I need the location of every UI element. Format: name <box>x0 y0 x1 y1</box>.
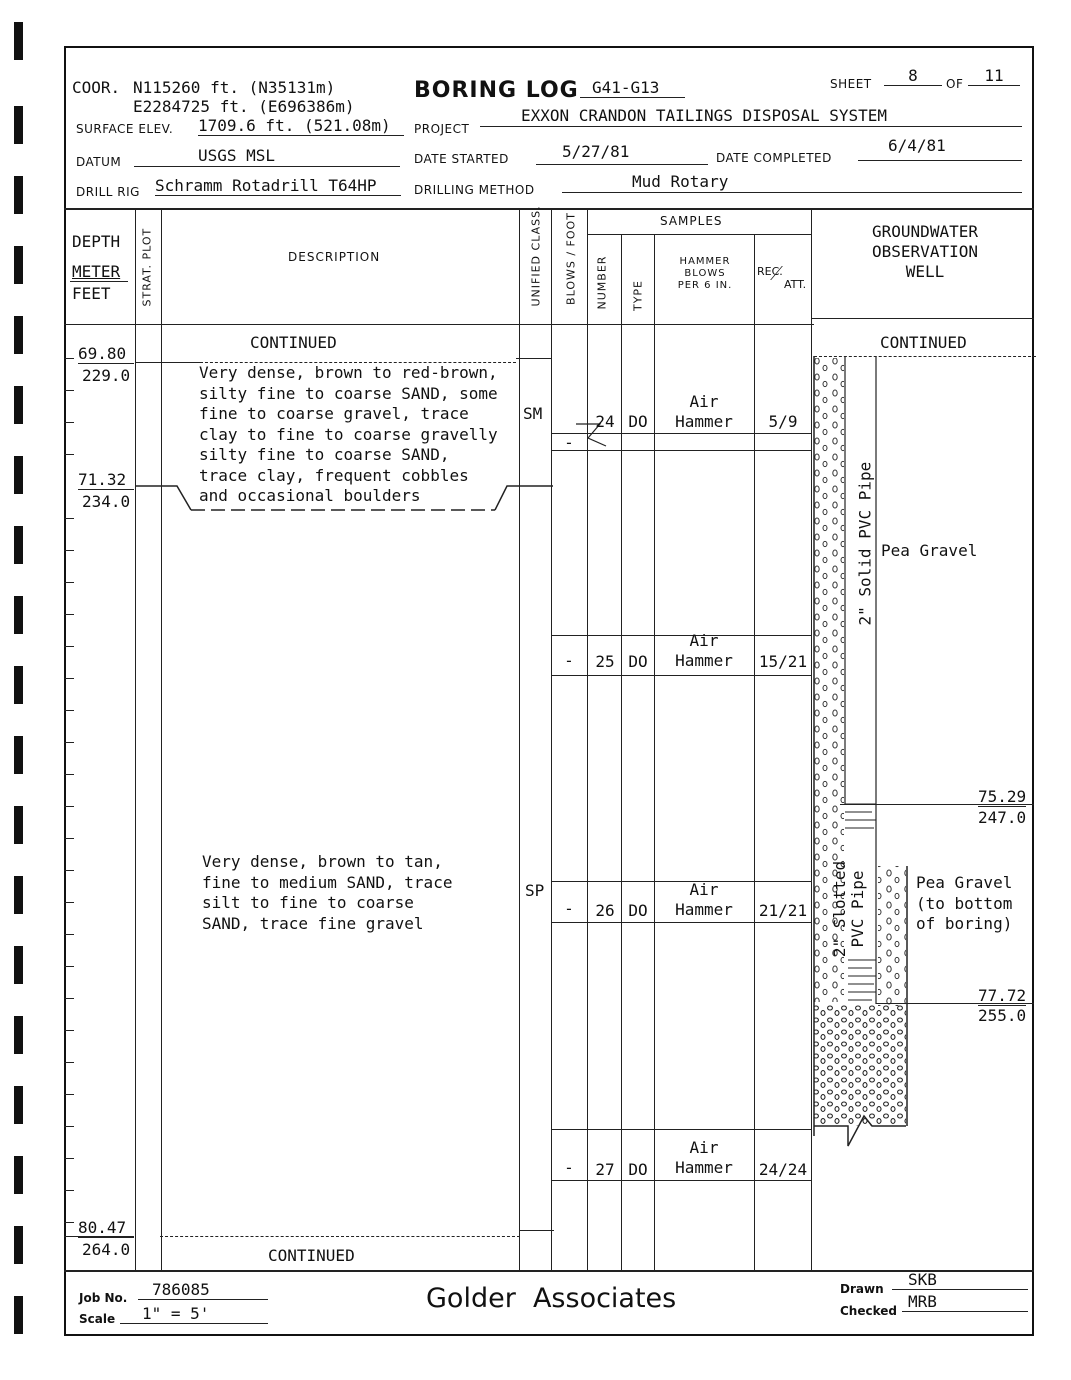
sample-hammer-line: Hammer <box>675 412 733 431</box>
drilling-method-line <box>562 172 1022 193</box>
depth-tick <box>64 1062 74 1063</box>
number-heading: NUMBER <box>595 255 609 310</box>
depth-tick <box>64 582 74 583</box>
layer-class: SP <box>525 881 545 900</box>
depth-meter: 71.32 <box>78 470 134 490</box>
screen-top-feet: 247.0 <box>978 808 1027 827</box>
coor-north: N115260 ft. (N35131m) <box>133 78 336 97</box>
sample-recovery: 5/9 <box>768 412 798 431</box>
header-divider <box>64 208 1034 210</box>
binding-mark <box>14 1226 23 1264</box>
well-headings-bottom-line <box>811 318 1034 319</box>
meter-feet-divider <box>70 281 128 282</box>
depth-tick <box>64 1222 74 1223</box>
of-label: OF <box>946 77 964 91</box>
screen-top-meter: 75.29 <box>978 787 1027 806</box>
sample-blows: - <box>564 651 574 670</box>
screen-bottom-feet: 255.0 <box>978 1006 1027 1025</box>
slotted-pipe-label-line: PVC Pipe <box>848 870 867 948</box>
binding-mark <box>14 526 23 564</box>
binding-mark <box>14 1016 23 1054</box>
groundwater-heading-line: WELL <box>905 262 945 281</box>
sample-row-bottom <box>551 450 811 451</box>
slotted-pvc-pipe-label <box>831 855 867 963</box>
layer-boundary-top-class <box>516 358 551 359</box>
headings-bottom-line <box>64 324 814 325</box>
feet-heading: FEET <box>72 284 111 303</box>
binding-mark <box>14 736 23 774</box>
depth-feet: 264.0 <box>82 1240 131 1259</box>
date-completed-value: 6/4/81 <box>888 136 946 155</box>
sample-blows: - <box>564 899 574 918</box>
binding-mark <box>14 456 23 494</box>
depth-heading: DEPTH <box>72 232 121 251</box>
project-label: PROJECT <box>414 122 470 136</box>
pea-gravel-bottom-label <box>916 873 1012 935</box>
coor-east: E2284725 ft. (E696386m) <box>133 97 355 116</box>
sheet-total: 11 <box>968 66 1020 86</box>
sample-type: DO <box>628 901 648 920</box>
depth-tick <box>64 1190 74 1191</box>
depth-feet: 229.0 <box>82 366 131 385</box>
binding-mark <box>14 1156 23 1194</box>
binding-mark <box>14 876 23 914</box>
project-value: EXXON CRANDON TAILINGS DISPOSAL SYSTEM <box>521 106 888 125</box>
job-number: 786085 <box>138 1280 268 1300</box>
layer-boundary-bottom <box>64 1236 134 1237</box>
screen-bottom-meter: 77.72 <box>978 986 1027 1005</box>
sample-type: DO <box>628 1160 648 1179</box>
hammer-heading-line: PER 6 IN. <box>677 280 733 291</box>
binding-mark <box>14 246 23 284</box>
hammer-heading-line: HAMMER <box>679 256 731 267</box>
sample-row-bottom <box>551 922 811 923</box>
sample-recovery: 24/24 <box>758 1160 808 1179</box>
boring-id: G41-G13 <box>580 78 685 98</box>
layer-description: Very dense, brown to red-brown, silty fine to coarse SAND, some fine to coarse gravel, trace clay to fine to coarse gravelly silty fine to coarse SAND, trace clay, frequent cobbles and occasional boulders <box>199 363 498 505</box>
checked-label: Checked <box>840 1304 897 1318</box>
layer-boundary-top <box>135 362 203 363</box>
sample-hammer-line: Hammer <box>675 1158 733 1177</box>
sample-hammer-line: Air <box>689 1138 719 1157</box>
depth-tick <box>64 998 74 999</box>
depth-tick <box>64 934 74 935</box>
sample-row-bottom <box>551 1180 811 1181</box>
sample-blows: - <box>564 1158 574 1177</box>
binding-mark <box>14 666 23 704</box>
footer-divider <box>64 1270 1034 1272</box>
sample-number: 24 <box>595 412 615 431</box>
sample-hammer <box>656 392 752 432</box>
sample-hammer-line: Air <box>689 392 719 411</box>
meter-heading: METER <box>72 262 121 281</box>
drilling-method-label: DRILLING METHOD <box>414 183 535 197</box>
layer-boundary-bottom-dashed <box>160 1236 520 1237</box>
layer-description: Very dense, brown to tan, fine to medium SAND, trace silt to fine to coarse SAND, trace fine gravel <box>202 852 453 933</box>
sample-hammer-line: Hammer <box>675 900 733 919</box>
sample-number: 26 <box>595 901 615 920</box>
col-line-description <box>519 208 520 1270</box>
job-label: Job No. <box>79 1291 128 1305</box>
sample-hammer <box>656 880 752 920</box>
sheet-label: SHEET <box>830 77 872 91</box>
hammer-blows-heading <box>656 256 754 292</box>
scale-value: 1" = 5' <box>120 1304 268 1324</box>
depth-tick <box>64 710 74 711</box>
sample-recovery: 21/21 <box>758 901 808 920</box>
drill-rig-value: Schramm Rotadrill T64HP <box>155 176 401 196</box>
samples-heading: SAMPLES <box>660 214 723 228</box>
type-heading: TYPE <box>631 279 645 312</box>
pea-gravel-bottom-line: of boring) <box>916 914 1013 933</box>
col-line-strat <box>161 208 162 1270</box>
binding-mark <box>14 386 23 424</box>
att-heading: ATT. <box>784 278 807 291</box>
samples-subheader-line <box>587 234 811 235</box>
description-heading: DESCRIPTION <box>288 250 381 264</box>
continued-top: CONTINUED <box>250 333 337 352</box>
pea-gravel-label: Pea Gravel <box>881 541 978 560</box>
coor-label: COOR. <box>72 78 121 97</box>
depth-tick <box>64 550 74 551</box>
col-line-depth <box>135 208 136 1270</box>
depth-tick <box>64 742 74 743</box>
date-started-value: 5/27/81 <box>562 142 630 161</box>
datum-label: DATUM <box>76 155 122 169</box>
date-completed-label: DATE COMPLETED <box>716 151 832 165</box>
depth-tick <box>64 646 74 647</box>
scale-label: Scale <box>79 1312 116 1326</box>
depth-tick <box>64 838 74 839</box>
depth-tick <box>64 1126 74 1127</box>
depth-tick <box>64 422 74 423</box>
surface-elev-label: SURFACE ELEV. <box>76 122 174 136</box>
drawn-by: SKB <box>892 1270 1028 1290</box>
sample-row-bottom <box>551 675 811 676</box>
col-line-hammer <box>754 234 755 1270</box>
sample-type: DO <box>628 412 648 431</box>
layer-boundary-bottom-class <box>519 1230 554 1231</box>
sample-recovery: 15/21 <box>758 652 808 671</box>
pea-gravel-bottom-line: Pea Gravel <box>916 873 1013 892</box>
checked-by: MRB <box>902 1292 1028 1312</box>
groundwater-heading <box>814 222 1036 282</box>
binding-mark <box>14 1296 23 1334</box>
company-name: Golder Associates <box>426 1283 677 1314</box>
groundwater-heading-line: GROUNDWATER <box>872 222 978 241</box>
slotted-pipe-label-line: 2" Slotted <box>830 860 849 958</box>
sample-blows: - <box>564 433 574 452</box>
sample-hammer <box>656 1138 752 1178</box>
depth-tick <box>64 774 74 775</box>
sample-type: DO <box>628 652 648 671</box>
depth-tick <box>64 870 74 871</box>
sample-hammer <box>656 631 752 671</box>
depth-tick <box>64 966 74 967</box>
sample-number: 25 <box>595 652 615 671</box>
sample-number: 27 <box>595 1160 615 1179</box>
col-line-class <box>551 208 552 1270</box>
binding-mark <box>14 316 23 354</box>
groundwater-heading-line: OBSERVATION <box>872 242 978 261</box>
surface-elev-value: 1709.6 ft. (521.08m) <box>198 116 404 136</box>
solid-pvc-pipe-label: 2" Solid PVC Pipe <box>855 461 875 626</box>
depth-meter: 69.80 <box>78 344 134 364</box>
binding-mark <box>14 596 23 634</box>
drilling-method-value: Mud Rotary <box>632 172 729 191</box>
sample-hammer-line: Hammer <box>675 651 733 670</box>
blows-foot-heading: BLOWS / FOOT <box>564 212 578 305</box>
depth-tick <box>64 1158 74 1159</box>
hammer-heading-line: BLOWS <box>684 268 726 279</box>
binding-mark <box>14 176 23 214</box>
binding-mark <box>14 22 23 60</box>
depth-tick <box>64 358 74 359</box>
depth-feet: 234.0 <box>82 492 131 511</box>
depth-tick <box>64 1094 74 1095</box>
pea-gravel-bottom-line: (to bottom <box>916 893 1013 913</box>
col-line-blows <box>587 208 588 1270</box>
sheet-number: 8 <box>884 66 942 86</box>
layer-class: SM <box>523 404 543 423</box>
datum-value: USGS MSL <box>198 146 276 165</box>
sample-hammer-line: Air <box>689 631 719 650</box>
binding-mark <box>14 806 23 844</box>
depth-tick <box>64 614 74 615</box>
sample-row-top <box>551 1129 811 1130</box>
col-line-number <box>621 234 622 1270</box>
sample-hammer-line: Air <box>689 880 719 899</box>
depth-meter: 80.47 <box>78 1218 134 1238</box>
col-line-type <box>654 234 655 1270</box>
depth-tick <box>64 390 74 391</box>
well-continued: CONTINUED <box>880 333 967 352</box>
strat-plot-heading: STRAT. PLOT <box>140 227 154 307</box>
rec-heading: REC. <box>757 265 783 278</box>
log-title: BORING LOG <box>414 78 579 103</box>
depth-tick <box>64 518 74 519</box>
continued-bottom: CONTINUED <box>268 1246 355 1265</box>
depth-tick <box>64 1030 74 1031</box>
depth-tick <box>64 806 74 807</box>
date-started-label: DATE STARTED <box>414 152 509 166</box>
unified-class-heading: UNIFIED CLASS. <box>529 205 543 307</box>
drill-rig-label: DRILL RIG <box>76 185 140 199</box>
depth-tick <box>64 902 74 903</box>
binding-mark <box>14 946 23 984</box>
depth-tick <box>64 678 74 679</box>
drawn-label: Drawn <box>840 1282 884 1296</box>
binding-mark <box>14 106 23 144</box>
binding-mark <box>14 1086 23 1124</box>
depth-tick <box>64 454 74 455</box>
